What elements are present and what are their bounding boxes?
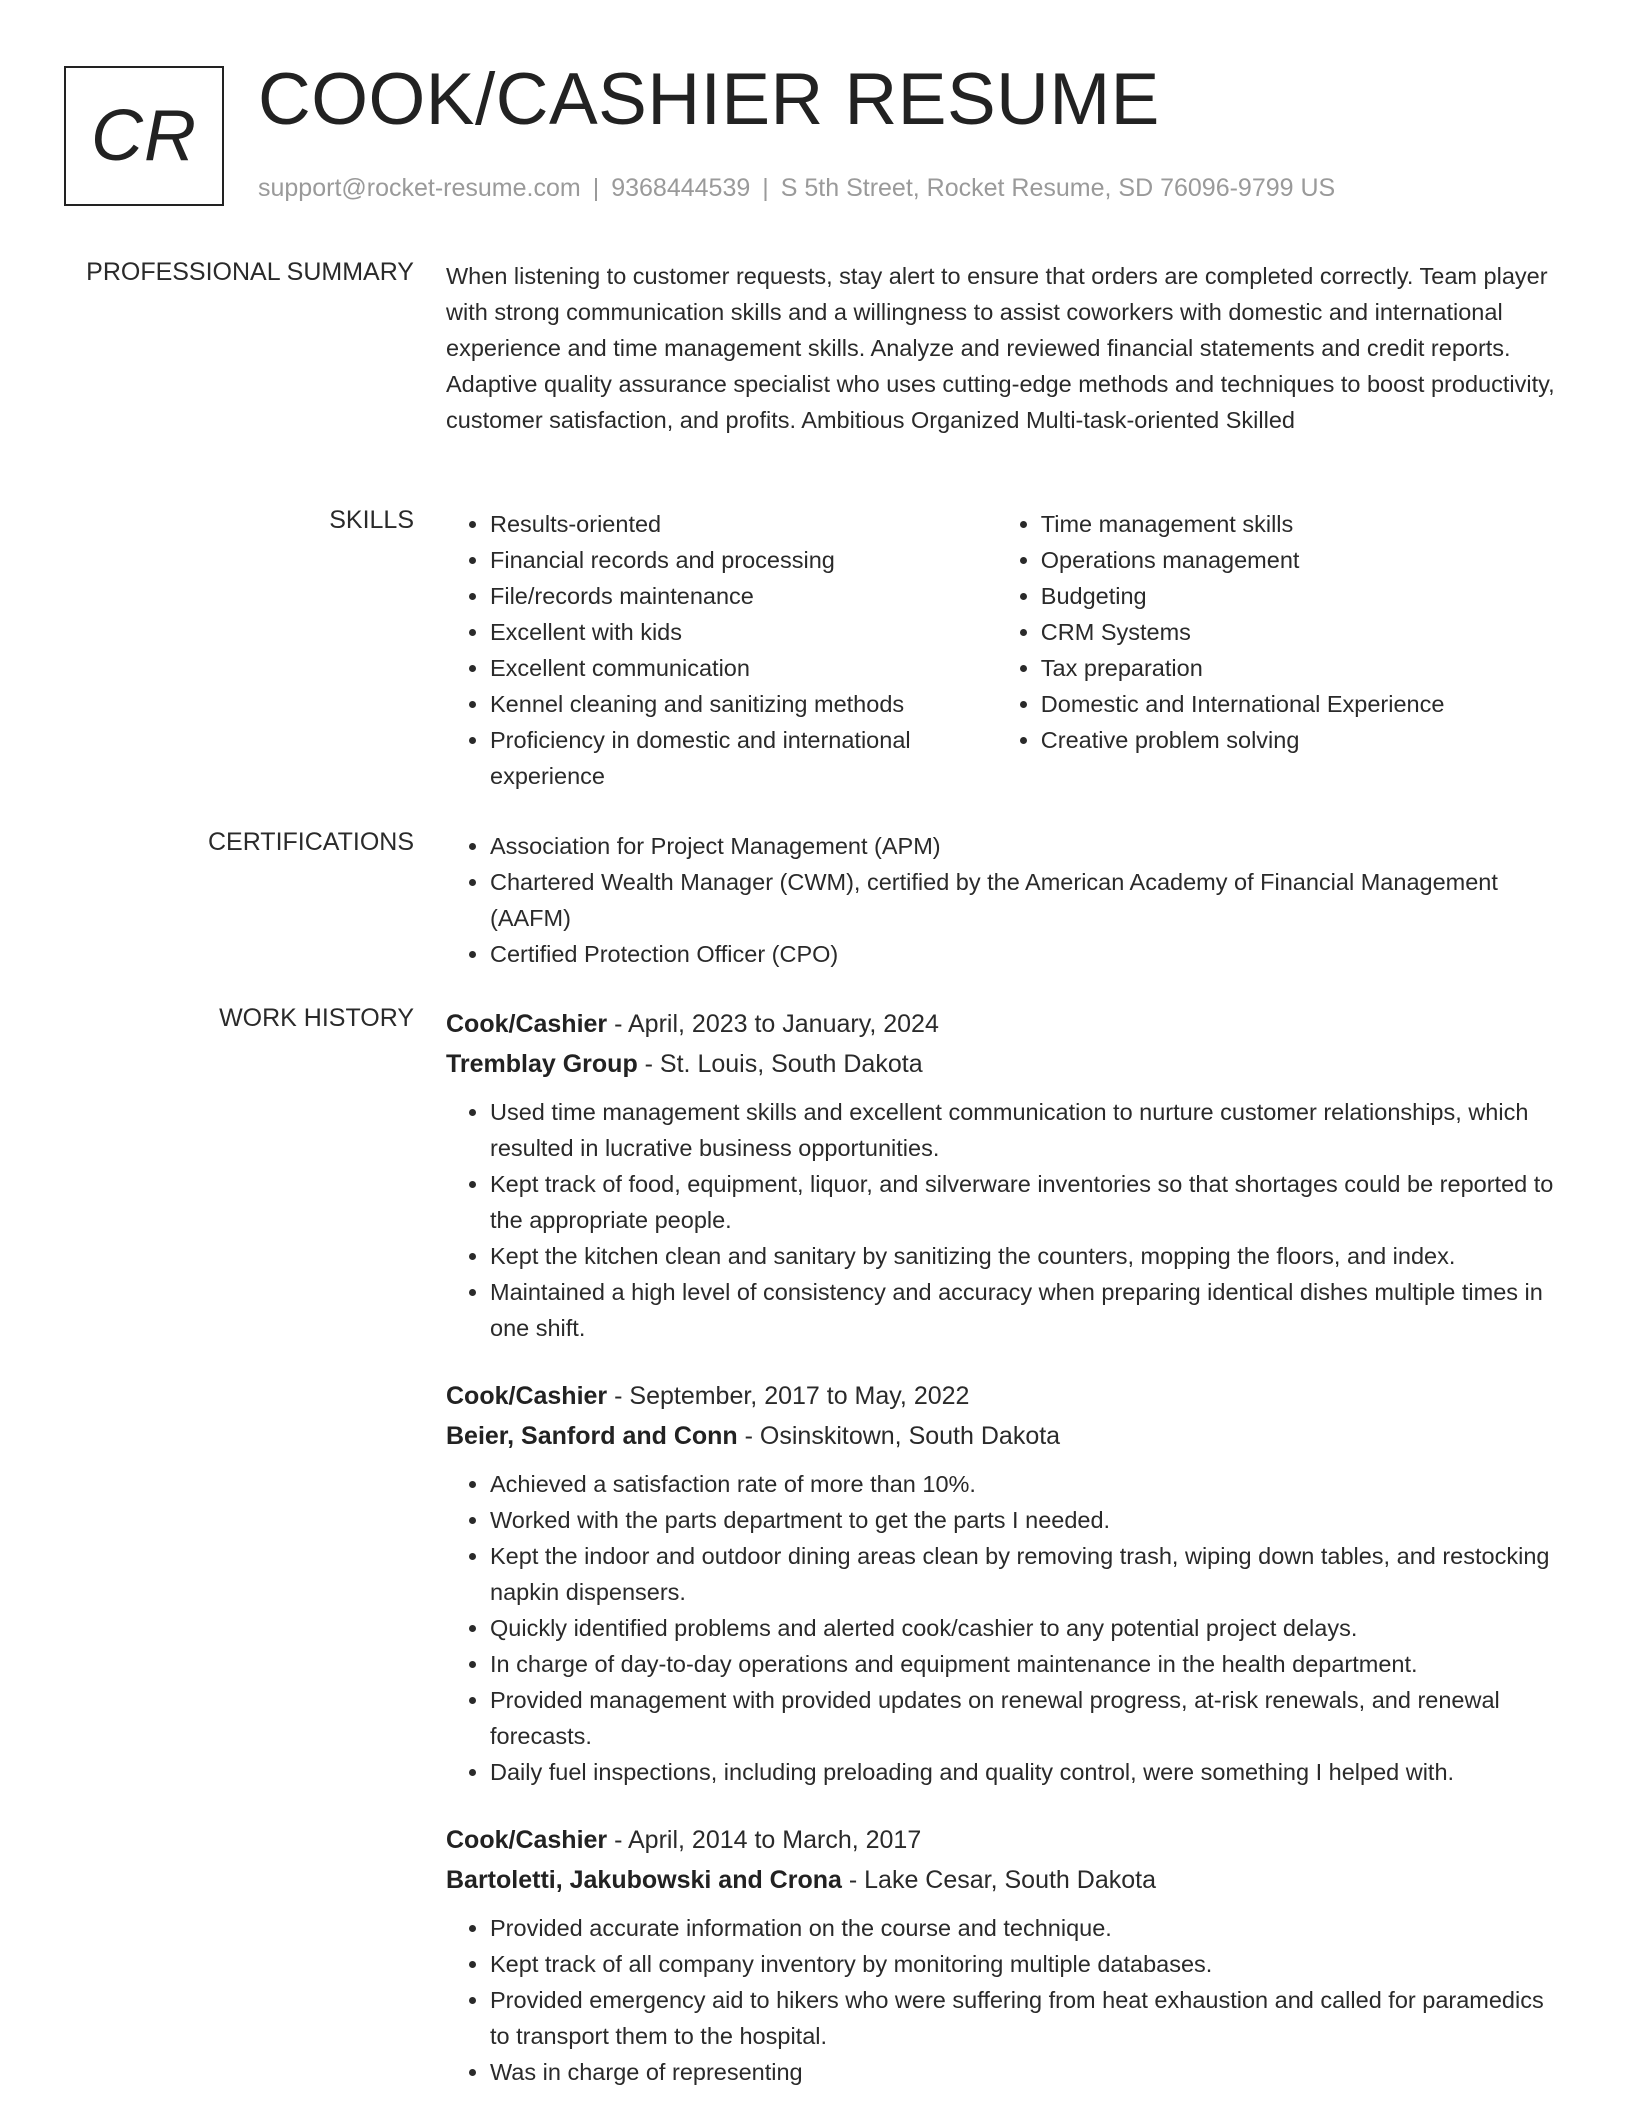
job-company-line — [446, 1044, 1566, 1084]
certification-item: • Certified Protection Officer (CPO) — [490, 936, 1566, 972]
job-bullet: • Kept track of food, equipment, liquor, and silverware inventories so that shortages could be reported to the appropriate people. — [490, 1166, 1566, 1238]
certifications-body — [446, 828, 1566, 972]
job-bullet: • Kept the kitchen clean and sanitary by sanitizing the counters, mopping the floors, and index. — [490, 1238, 1566, 1274]
skill-item: • Excellent communication — [490, 650, 997, 686]
job-company-line — [446, 1860, 1566, 1900]
summary-text: When listening to customer requests, stay alert to ensure that orders are completed correctly. Team player with strong communication skills and a willingness to assist coworkers with domestic and international experience and time management skills. Analyze and reviewed financial statements and credit reports. Adaptive quality assurance specialist who uses cutting-edge methods and techniques to boost productivity, customer satisfaction, and profits. Ambitious Organized Multi-task-oriented Skilled — [446, 263, 1555, 433]
job-title-line — [446, 1376, 1566, 1416]
job-bullets — [446, 1910, 1566, 2090]
skill-item: • Creative problem solving — [1041, 722, 1566, 758]
job-title: Cook/Cashier — [446, 1826, 608, 1854]
job-dates: - April, 2014 to March, 2017 — [607, 1826, 922, 1854]
job-entry — [446, 1004, 1566, 1346]
contact-address: S 5th Street, Rocket Resume, SD 76096-9799 US — [780, 174, 1336, 202]
job-bullet: • Was in charge of representing — [490, 2054, 1566, 2090]
skill-item: • Excellent with kids — [490, 614, 997, 650]
certification-item: • Chartered Wealth Manager (CWM), certified by the American Academy of Financial Management (AAFM) — [490, 864, 1566, 936]
job-bullet: • Kept track of all company inventory by monitoring multiple databases. — [490, 1946, 1566, 1982]
job-company: Tremblay Group — [446, 1050, 638, 1078]
contact-separator: | — [762, 174, 769, 202]
job-bullet: • Worked with the parts department to get the parts I needed. — [490, 1502, 1566, 1538]
job-bullet: • Kept the indoor and outdoor dining areas clean by removing trash, wiping down tables, and restocking napkin dispensers. — [490, 1538, 1566, 1610]
skill-item: • Operations management — [1041, 542, 1566, 578]
job-bullet: • Used time management skills and excellent communication to nurture customer relationships, which resulted in lucrative business opportunities. — [490, 1094, 1566, 1166]
job-bullet: • Achieved a satisfaction rate of more than 10%. — [490, 1466, 1566, 1502]
summary-body — [446, 258, 1566, 438]
job-bullet: • In charge of day-to-day operations and equipment maintenance in the health department. — [490, 1646, 1566, 1682]
skill-item: • Results-oriented — [490, 506, 997, 542]
skill-item: • Tax preparation — [1041, 650, 1566, 686]
contact-email[interactable]: support@rocket-resume.com — [258, 174, 581, 202]
section-label-work-history: WORK HISTORY — [219, 1004, 414, 1032]
job-bullet: • Quickly identified problems and alerted cook/cashier to any potential project delays. — [490, 1610, 1566, 1646]
job-title-line — [446, 1820, 1566, 1860]
work-history-body — [446, 1004, 1566, 2112]
certifications-list — [446, 828, 1566, 972]
skill-item: • CRM Systems — [1041, 614, 1566, 650]
skills-body — [446, 506, 1566, 794]
skill-item: • Financial records and processing — [490, 542, 997, 578]
monogram-initials: CR — [91, 96, 197, 176]
job-dates: - April, 2023 to January, 2024 — [607, 1010, 939, 1038]
monogram-logo — [64, 66, 224, 206]
job-bullet: • Daily fuel inspections, including preloading and quality control, were something I helped with. — [490, 1754, 1566, 1790]
certification-item: • Association for Project Management (APM) — [490, 828, 1566, 864]
skill-item: • Proficiency in domestic and international experience — [490, 722, 997, 794]
job-dates: - September, 2017 to May, 2022 — [607, 1382, 970, 1410]
job-bullet: • Provided accurate information on the course and technique. — [490, 1910, 1566, 1946]
section-label-certifications: CERTIFICATIONS — [207, 828, 414, 856]
job-location: - St. Louis, South Dakota — [637, 1050, 923, 1078]
job-bullets — [446, 1466, 1566, 1790]
job-bullet: • Provided emergency aid to hikers who were suffering from heat exhaustion and called for paramedics to transport them to the hospital. — [490, 1982, 1566, 2054]
job-title: Cook/Cashier — [446, 1382, 608, 1410]
job-company: Beier, Sanford and Conn — [446, 1422, 738, 1450]
skill-item: • Domestic and International Experience — [1041, 686, 1566, 722]
job-bullets — [446, 1094, 1566, 1346]
contact-phone[interactable]: 9368444539 — [611, 174, 751, 202]
section-label-skills: SKILLS — [329, 506, 414, 534]
job-location: - Lake Cesar, South Dakota — [841, 1866, 1156, 1894]
job-bullet: • Provided management with provided updates on renewal progress, at-risk renewals, and renewal forecasts. — [490, 1682, 1566, 1754]
job-title: Cook/Cashier — [446, 1010, 608, 1038]
skill-item: • Budgeting — [1041, 578, 1566, 614]
job-company-line — [446, 1416, 1566, 1456]
job-location: - Osinskitown, South Dakota — [737, 1422, 1061, 1450]
job-title-line — [446, 1004, 1566, 1044]
skill-item: • File/records maintenance — [490, 578, 997, 614]
job-company: Bartoletti, Jakubowski and Crona — [446, 1866, 842, 1894]
contact-separator: | — [592, 174, 600, 202]
skills-list-left — [446, 506, 997, 794]
contact-line — [258, 174, 1335, 203]
resume-title: COOK/CASHIER RESUME — [258, 59, 1160, 140]
job-bullet: • Maintained a high level of consistency and accuracy when preparing identical dishes multiple times in one shift. — [490, 1274, 1566, 1346]
skills-list-right — [997, 506, 1566, 794]
skill-item: • Kennel cleaning and sanitizing methods — [490, 686, 997, 722]
job-entry — [446, 1820, 1566, 2090]
section-label-summary: PROFESSIONAL SUMMARY — [86, 258, 414, 286]
job-entry — [446, 1376, 1566, 1790]
skill-item: • Time management skills — [1041, 506, 1566, 542]
